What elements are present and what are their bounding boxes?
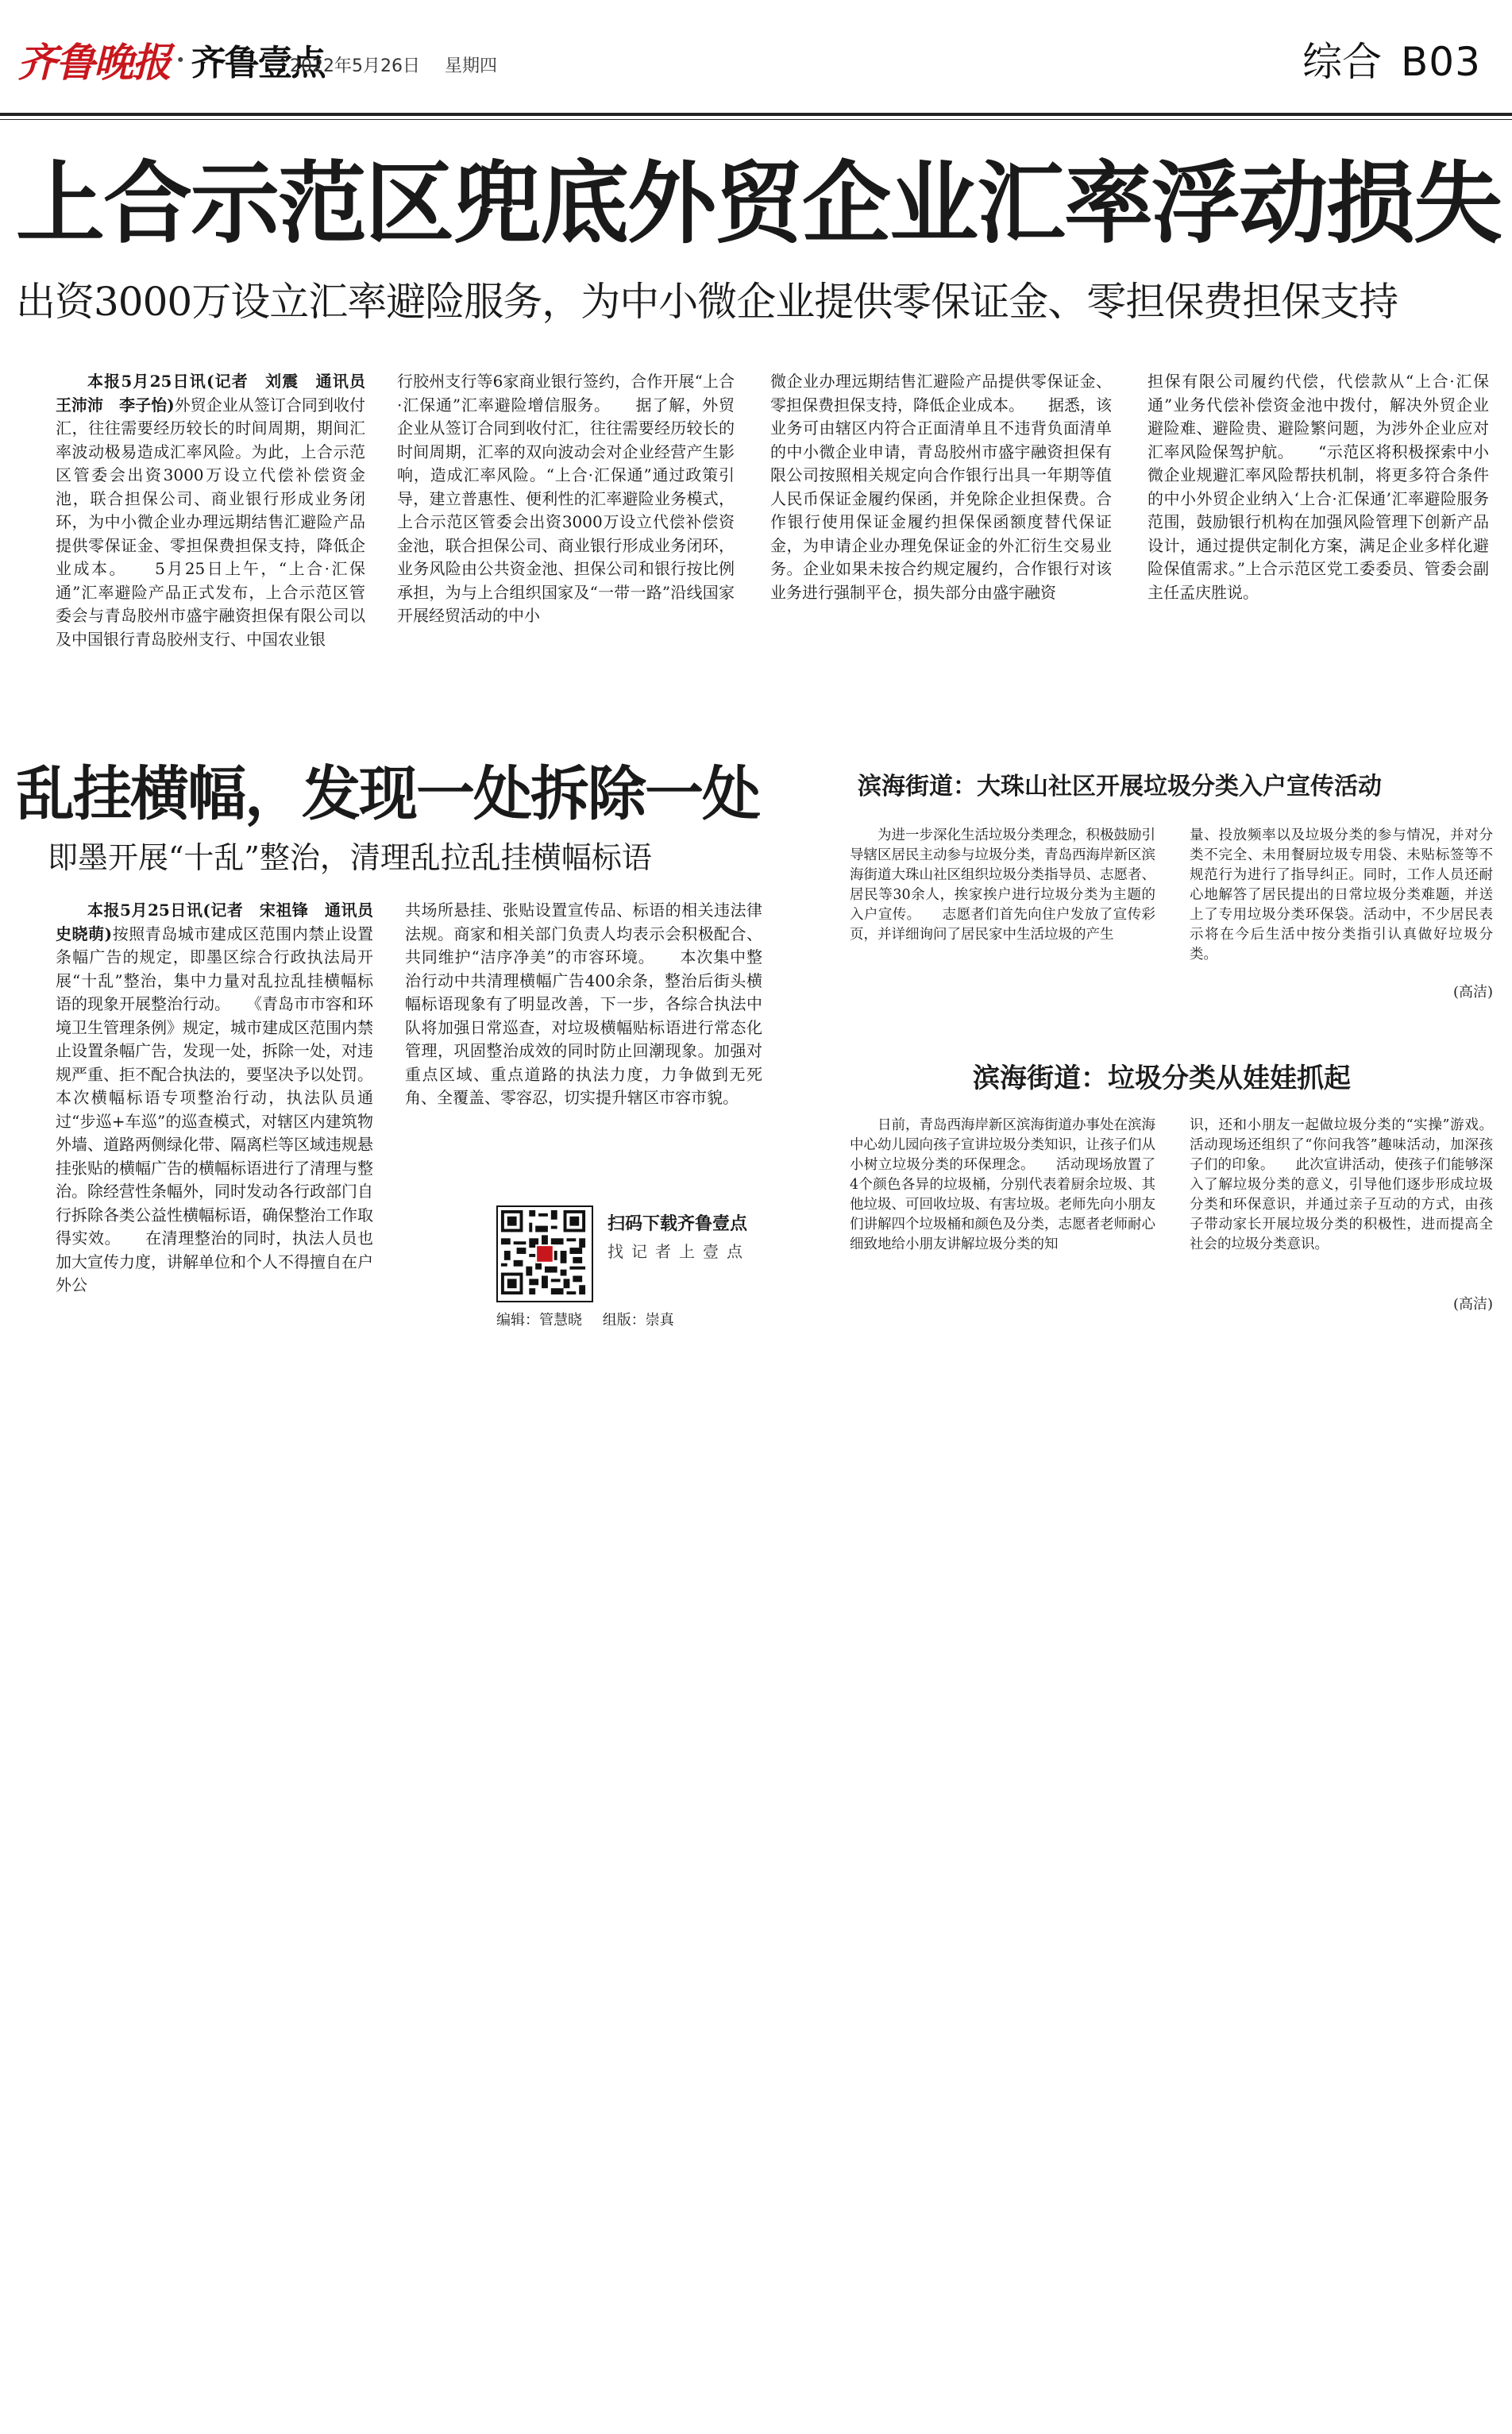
article1-col2-text: 行胶州支行等6家商业银行签约，合作开展“上合·汇保通”汇率避险增信服务。 据了解，外贸企业从签订合同到收付汇，往往需要经历较长的时间周期，汇率的双向波动会对企业经营产生影响，造成汇率风险。“上合·汇保通”通过政策引导，建立普惠性、便利性的汇率避险业务模式，上合示范区管委会出资3000万设立代偿补偿资金池，联合担保公司、商业银行形成业务闭环，业务风险由公共资金池、担保公司和银行按比例承担，为与上合组织国家及“一带一路”沿线国家开展经贸活动的中小	[397, 372, 735, 625]
article3-col1-text: 为进一步深化生活垃圾分类理念，积极鼓励引导辖区居民主动参与垃圾分类，青岛西海岸新区滨海街道大珠山社区组织垃圾分类指导员、志愿者、居民等30余人，挨家挨户进行垃圾分类为主题的入户宣传。 志愿者们首先向住户发放了宣传彩页，并详细询问了居民家中生活垃圾的产生	[850, 827, 1155, 943]
article3-credit: (高洁)	[1452, 984, 1493, 1001]
qr-caption-download: 扫码下载齐鲁壹点	[608, 1213, 748, 1234]
article3-column-2	[1190, 826, 1493, 985]
masthead-rule	[0, 113, 1512, 116]
article4-column-1	[850, 1116, 1155, 1314]
article4-column-2	[1190, 1116, 1493, 1294]
qr-code[interactable]	[496, 1205, 593, 1302]
article4-credit: (高洁)	[1452, 1296, 1493, 1313]
article1-col1-text: 外贸企业从签订合同到收付汇，往往需要经历较长的时间周期，期间汇率波动极易造成汇率风险。为此，上合示范区管委会出资3000万设立代偿补偿资金池，联合担保公司、商业银行形成业务闭环，为中小微企业办理远期结售汇避险产品提供零保证金、零担保费担保支持，降低企业成本。 5月25日上午，“上合·汇保通”汇率避险产品正式发布，上合示范区管委会与青岛胶州市盛宇融资担保有限公司以及中国银行青岛胶州支行、中国农业银	[56, 395, 366, 649]
article4-col1-text: 日前，青岛西海岸新区滨海街道办事处在滨海中心幼儿园向孩子宣讲垃圾分类知识，让孩子们从小树立垃圾分类的环保理念。 活动现场放置了4个颜色各异的垃圾桶，分别代表着厨余垃圾、其他垃圾、可回收垃圾、有害垃圾。老师先向小朋友们讲解四个垃圾桶和颜色及分类，志愿者老师耐心细致地给小朋友讲解垃圾分类的知	[850, 1117, 1155, 1252]
article1-col4-text: 担保有限公司履约代偿，代偿款从“上合·汇保通”业务代偿补偿资金池中拨付，解决外贸企业避险难、避险贵、避险繁问题，为涉外企业应对汇率风险保驾护航。 “示范区将积极探索中小微企业规避汇率风险帮扶机制，将更多符合条件的中小外贸企业纳入‘上合·汇保通’汇率避险服务范围，鼓励银行机构在加强风险管理下创新产品设计，通过提供定制化方案，满足企业多样化避险保值需求。”上合示范区党工委委员、管委会副主任孟庆胜说。	[1148, 372, 1489, 602]
article4-headline: 滨海街道：垃圾分类从娃娃抓起	[973, 1063, 1351, 1094]
article1-headline: 上合示范区兜底外贸企业汇率浮动损失	[16, 152, 1501, 256]
article4-col2-text: 识，还和小朋友一起做垃圾分类的“实操”游戏。活动现场还组织了“你问我答”趣味活动，加深孩子们的印象。 此次宣讲活动，使孩子们能够深入了解垃圾分类的意义，引导他们逐步形成垃圾分类和环保意识，并通过亲子互动的方式，由孩子带动家长开展垃圾分类的积极性，进而提高全社会的垃圾分类意识。	[1190, 1117, 1493, 1252]
article1-subheadline: 出资3000万设立汇率避险服务，为中小微企业提供零保证金、零担保费担保支持	[16, 279, 1398, 325]
article1-column-4	[1148, 370, 1489, 688]
article2-col1-text: 按照青岛城市建成区范围内禁止设置条幅广告的规定，即墨区综合行政执法局开展“十乱”整治，集中力量对乱拉乱挂横幅标语的现象开展整治行动。 《青岛市市容和环境卫生管理条例》规定，城市建成区范围内禁止设置条幅广告，发现一处，拆除一处，对违规严重、拒不配合执法的，要坚决予以处罚。本次横幅标语专项整治行动，执法队员通过“步巡+车巡”的巡查模式，对辖区内建筑物外墙、道路两侧绿化带、隔离栏等区域违规悬挂张贴的横幅广告的横幅标语进行了清理与整治。除经营性条幅外，同时发动各行政部门自行拆除各类公益性横幅标语，确保整治工作取得实效。 在清理整治的同时，执法人员也加大宣传力度，讲解单位和个人不得擅自在户外公	[56, 924, 374, 1294]
article2-column-2	[405, 899, 762, 1185]
article1-col3-text: 微企业办理远期结售汇避险产品提供零保证金、零担保费担保支持，降低企业成本。 据悉，该业务可由辖区内符合正面清单且不违背负面清单的中小微企业申请，青岛胶州市盛宇融资担保有限公司按照相关规定向合作银行出具一年期等值人民币保证金履约保函，并免除企业担保费。合作银行使用保证金履约担保保函额度替代保证金，为申请企业办理免保证金的外汇衍生交易业务。企业如果未按合约规定履约，合作银行对该业务进行强制平仓，损失部分由盛宇融资	[770, 372, 1112, 602]
article1-column-3	[770, 370, 1112, 688]
article1-dateline: 本报5月25日讯(记者 刘震 通讯员 王沛沛 李子怡)	[56, 372, 381, 415]
designer-name: 组版：崇真	[602, 1312, 674, 1329]
article1-column-1	[56, 370, 381, 688]
article3-column-1	[850, 826, 1155, 1005]
date-text: 2022年5月26日	[290, 56, 420, 76]
weekday-text: 星期四	[444, 56, 497, 76]
section-name: 综合	[1302, 39, 1382, 85]
article1-column-2	[397, 370, 735, 688]
issue-date	[290, 52, 516, 77]
article2-col2-text: 共场所悬挂、张贴设置宣传品、标语的相关违法律法规。商家和相关部门负责人均表示会积极配合、共同维护“洁序净美”的市容环境。 本次集中整治行动中共清理横幅广告400余条，整治后街头横幅标语现象有了明显改善，下一步，各综合执法中队将加强日常巡查，对垃圾横幅贴标语进行常态化管理，巩固整治成效的同时防止回潮现象。加强对重点区域、重点道路的执法力度，力争做到无死角、全覆盖、零容忍，切实提升辖区市容市貌。	[405, 901, 762, 1107]
page-code: B03	[1401, 39, 1481, 85]
qr-caption-reporter: 找记者上壹点	[608, 1242, 750, 1261]
editor-credits	[496, 1309, 690, 1329]
newspaper-logo	[17, 32, 325, 87]
article3-col2-text: 量、投放频率以及垃圾分类的参与情况，并对分类不完全、未用餐厨垃圾专用袋、未贴标签等不规范行为进行了指导纠正。同时，工作人员还耐心地解答了居民提出的日常垃圾分类难题，并送上了专用垃圾分类环保袋。活动中，不少居民表示将在今后生活中按分类指引认真做好垃圾分类。	[1190, 827, 1493, 962]
masthead-rule-thin	[0, 119, 1512, 120]
logo-qilu-yidian: 齐鲁壹点	[191, 43, 325, 83]
qr-code-icon	[498, 1207, 588, 1298]
article2-subheadline: 即墨开展“十乱”整治，清理乱拉乱挂横幅标语	[48, 840, 652, 875]
article2-column-1	[56, 899, 389, 1352]
section-label	[1302, 30, 1481, 87]
article3-headline: 滨海街道：大珠山社区开展垃圾分类入户宣传活动	[858, 773, 1382, 800]
logo-separator: ·	[175, 38, 187, 81]
editor-name: 编辑：管慧晓	[496, 1312, 582, 1329]
logo-qilu-evening-news: 齐鲁晚报	[17, 39, 170, 86]
article2-dateline: 本报5月25日讯(记者 宋祖锋 通讯员 史晓萌)	[56, 901, 389, 943]
article2-headline: 乱挂横幅，发现一处拆除一处	[16, 760, 759, 828]
